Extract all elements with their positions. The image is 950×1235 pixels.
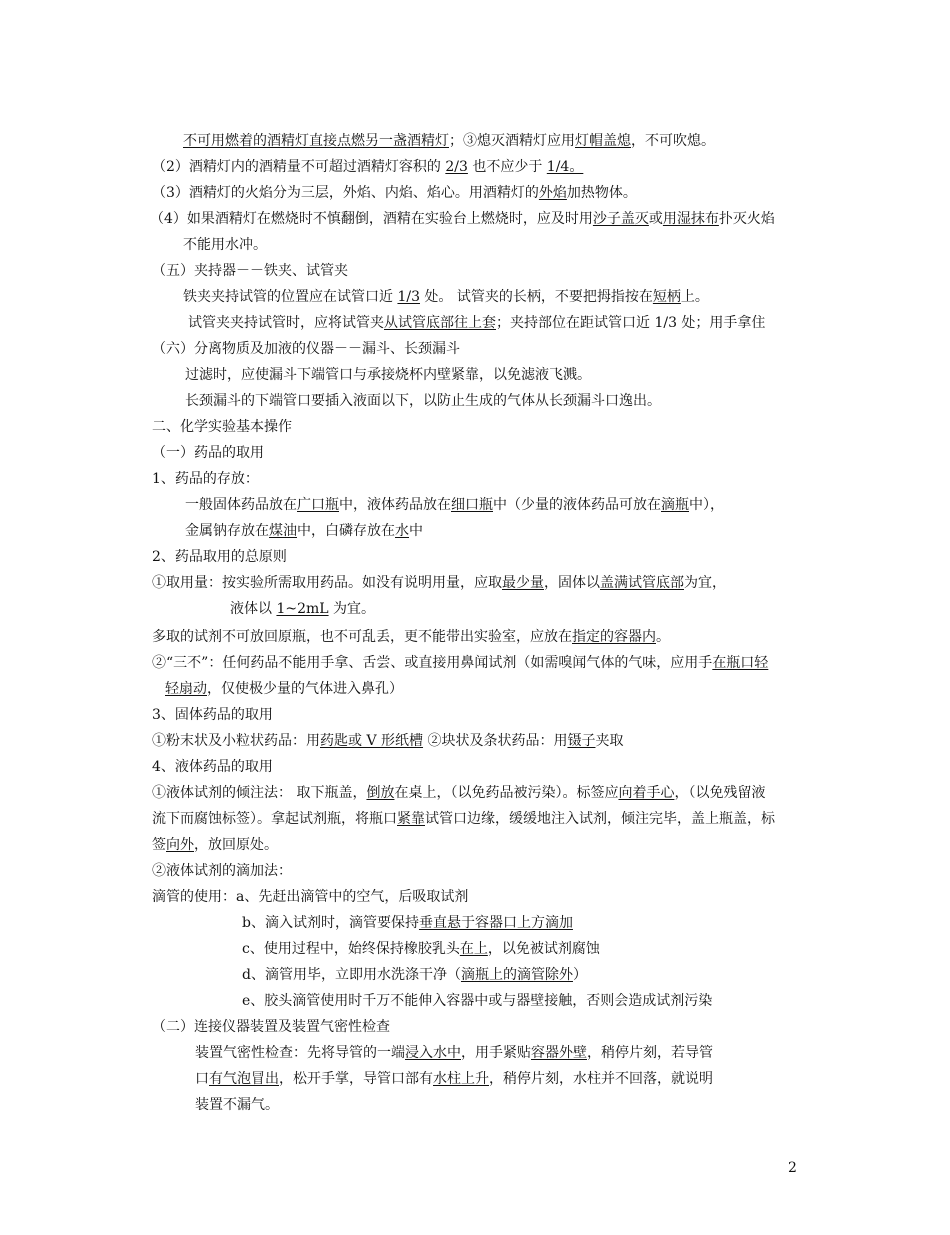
underlined-term: 倒放 bbox=[366, 785, 395, 801]
underlined-term: 灯帽盖熄 bbox=[575, 133, 631, 149]
text-line bbox=[152, 861, 292, 881]
text-segment: 在桌上，（以免药品被污染）。标签应 bbox=[394, 785, 619, 801]
underlined-term: 轻扇动 bbox=[165, 681, 207, 697]
text-segment: ，仅使极少量的气体进入鼻孔） bbox=[207, 681, 403, 697]
text-segment: ） bbox=[572, 967, 587, 983]
underlined-term: 镊子 bbox=[567, 733, 596, 749]
text-segment: 一般固体药品放在 bbox=[185, 497, 297, 513]
text-line bbox=[188, 313, 765, 333]
underlined-term: 滴瓶上的滴管除外 bbox=[460, 967, 573, 983]
text-line bbox=[165, 679, 403, 699]
text-line bbox=[230, 599, 375, 619]
text-segment: c、使用过程中，始终保持橡胶乳头 bbox=[242, 941, 460, 957]
underlined-term: 紧靠 bbox=[397, 811, 425, 827]
underlined-term: 向外 bbox=[166, 837, 194, 853]
underlined-term: 1/4。 bbox=[546, 159, 584, 175]
text-line bbox=[152, 783, 765, 803]
text-segment: 。 bbox=[656, 629, 670, 645]
text-segment: （4）如果酒精灯在燃烧时不慎翻倒，酒精在实验台上燃烧时，应及时用 bbox=[150, 211, 593, 227]
text-line bbox=[185, 495, 724, 515]
text-line bbox=[183, 235, 267, 255]
text-segment: ；夹持部位在距试管口近 1/3 处；用手拿住 bbox=[496, 315, 766, 331]
text-segment: 2、药品取用的总原则 bbox=[152, 549, 287, 565]
underlined-term: 短柄 bbox=[652, 289, 681, 305]
text-segment: 1、药品的存放： bbox=[152, 471, 259, 487]
text-line bbox=[185, 365, 591, 385]
text-segment: ，固体以 bbox=[544, 575, 600, 591]
underlined-term: 1~2mL bbox=[276, 601, 329, 617]
text-line bbox=[152, 261, 348, 281]
text-line bbox=[242, 991, 712, 1011]
text-segment: 夹取 bbox=[595, 733, 624, 749]
text-line bbox=[185, 391, 661, 411]
text-segment: 多取的试剂不可放回原瓶，也不可乱丢，更不能带出实验室，应放在 bbox=[152, 629, 572, 645]
text-line bbox=[195, 1095, 279, 1115]
text-segment: 也不应少于 bbox=[467, 159, 547, 175]
text-segment: e、胶头滴管使用时千万不能伸入容器中或与器壁接触，否则会造成试剂污染 bbox=[242, 993, 713, 1009]
text-segment: b、滴入试剂时，滴管要保持 bbox=[242, 915, 419, 931]
text-segment: 中）， bbox=[689, 497, 724, 513]
underlined-term: 水 bbox=[395, 523, 409, 539]
underlined-term: 滴瓶 bbox=[661, 497, 689, 513]
text-segment: 试管夹夹持试管时，应将试管夹 bbox=[188, 315, 384, 331]
text-segment: 中，白磷存放在 bbox=[297, 523, 395, 539]
text-segment: ，（以免残留液 bbox=[674, 785, 766, 801]
text-segment: 上。 bbox=[680, 289, 709, 305]
text-line bbox=[242, 913, 573, 933]
text-segment: 3、固体药品的取用 bbox=[152, 707, 273, 723]
text-segment: ，稍停片刻，水柱并不回落，就说明 bbox=[489, 1071, 713, 1087]
text-line bbox=[195, 1069, 713, 1089]
text-segment: ①粉末状及小粒状药品：用 bbox=[152, 733, 320, 749]
text-line bbox=[152, 835, 278, 855]
text-segment: ，以免被试剂腐蚀 bbox=[487, 941, 600, 957]
text-segment: ①取用量：按实验所需取用药品。如没有说明用量，应取 bbox=[152, 575, 502, 591]
text-line bbox=[152, 627, 670, 647]
underlined-term: 最少量 bbox=[502, 575, 544, 591]
text-line bbox=[185, 521, 423, 541]
text-segment: ②块状及条状药品：用 bbox=[423, 733, 568, 749]
text-segment: 长颈漏斗的下端管口要插入液面以下，以防止生成的气体从长颈漏斗口逸出。 bbox=[185, 393, 661, 409]
underlined-term: 药匙或 V 形纸槽 bbox=[320, 733, 424, 749]
text-line bbox=[152, 705, 273, 725]
underlined-term: 从试管底部往上套 bbox=[384, 315, 496, 331]
text-line bbox=[195, 1043, 713, 1063]
underlined-term: 浸入水中 bbox=[405, 1045, 461, 1061]
text-segment: ，松开手掌，导管口部有 bbox=[279, 1071, 433, 1087]
text-segment: 铁夹夹持试管的位置应在试管口近 bbox=[183, 289, 398, 305]
text-segment: ；③熄灭酒精灯应用 bbox=[449, 133, 575, 149]
text-segment: 中 bbox=[409, 523, 423, 539]
text-line bbox=[152, 443, 264, 463]
text-line bbox=[152, 417, 292, 437]
underlined-term: 沙子盖灭 bbox=[592, 211, 649, 227]
text-segment: （五）夹持器－－铁夹、试管夹 bbox=[152, 263, 348, 279]
text-line bbox=[152, 757, 273, 777]
text-segment: ②液体试剂的滴加法： bbox=[152, 863, 292, 879]
text-line bbox=[150, 209, 775, 229]
underlined-term: 广口瓶 bbox=[297, 497, 339, 513]
text-line bbox=[242, 939, 600, 959]
text-segment: ，放回原处。 bbox=[194, 837, 278, 853]
text-segment: 滴管的使用：a、先赶出滴管中的空气，后吸取试剂 bbox=[152, 889, 469, 905]
underlined-term: 指定的容器内 bbox=[572, 629, 656, 645]
text-segment: d、滴管用毕，立即用水洗涤干净（ bbox=[242, 967, 461, 983]
text-line bbox=[152, 887, 468, 907]
text-segment: （六）分离物质及加液的仪器－－漏斗、长颈漏斗 bbox=[152, 341, 460, 357]
underlined-term: 1/3 bbox=[397, 289, 420, 305]
text-segment: 二、化学实验基本操作 bbox=[152, 419, 292, 435]
text-segment: 液体以 bbox=[230, 601, 277, 617]
text-segment: 口 bbox=[195, 1071, 209, 1087]
underlined-term: 盖满试管底部 bbox=[600, 575, 684, 591]
text-line bbox=[152, 183, 637, 203]
text-segment: ，不可吹熄。 bbox=[631, 133, 715, 149]
text-segment: 试管口边缘，缓缓地注入试剂，倾注完毕，盖上瓶盖，标 bbox=[425, 811, 775, 827]
text-segment: ，用手紧贴 bbox=[461, 1045, 531, 1061]
text-line bbox=[152, 573, 726, 593]
text-line bbox=[242, 965, 587, 985]
underlined-term: 不可用燃着的酒精灯直接点燃另一盏酒精灯 bbox=[183, 133, 449, 149]
text-line bbox=[152, 469, 259, 489]
underlined-term: 煤油 bbox=[269, 523, 297, 539]
text-segment: 扑灭火焰 bbox=[718, 211, 775, 227]
text-segment: 不能用水冲。 bbox=[183, 237, 267, 253]
text-segment: 为宜。 bbox=[328, 601, 376, 617]
underlined-term: 外焰 bbox=[538, 185, 567, 201]
underlined-term: 细口瓶 bbox=[451, 497, 493, 513]
text-segment: 为宜， bbox=[684, 575, 726, 591]
text-segment: 4、液体药品的取用 bbox=[152, 759, 273, 775]
text-segment: 加热物体。 bbox=[566, 185, 637, 201]
text-segment: ①液体试剂的倾注法： 取下瓶盖， bbox=[152, 785, 367, 801]
underlined-term: 在上 bbox=[459, 941, 488, 957]
text-line bbox=[183, 131, 715, 151]
underlined-term: 水柱上升 bbox=[433, 1071, 489, 1087]
text-line bbox=[152, 653, 768, 673]
text-line bbox=[152, 1017, 390, 1037]
underlined-term: 在瓶口轻 bbox=[712, 655, 769, 671]
underlined-term: 用湿抹布 bbox=[662, 211, 719, 227]
underlined-term: 向着手心 bbox=[618, 785, 675, 801]
underlined-term: 有气泡冒出 bbox=[209, 1071, 279, 1087]
text-segment: ②“三不”：任何药品不能用手拿、舌尝、或直接用鼻闻试剂（如需嗅闻气体的气味，应用手 bbox=[152, 655, 713, 671]
text-segment: 处。 试管夹的长柄，不要把拇指按在 bbox=[419, 289, 653, 305]
text-segment: （3）酒精灯的火焰分为三层，外焰、内焰、焰心。用酒精灯的 bbox=[152, 185, 539, 201]
text-line bbox=[152, 731, 623, 751]
text-segment: （一）药品的取用 bbox=[152, 445, 264, 461]
text-segment: （二）连接仪器装置及装置气密性检查 bbox=[152, 1019, 390, 1035]
underlined-term: 垂直悬于容器口上方滴加 bbox=[418, 915, 573, 931]
text-segment: 中，液体药品放在 bbox=[339, 497, 451, 513]
text-segment: 或 bbox=[648, 211, 663, 227]
text-segment: ，稍停片刻，若导管 bbox=[587, 1045, 713, 1061]
text-line bbox=[152, 809, 775, 829]
text-segment: 装置气密性检查：先将导管的一端 bbox=[195, 1045, 405, 1061]
page-number: 2 bbox=[788, 1160, 797, 1176]
text-segment: 流下而腐蚀标签）。拿起试剂瓶，将瓶口 bbox=[152, 811, 397, 827]
text-line bbox=[183, 287, 709, 307]
text-segment: 签 bbox=[152, 837, 166, 853]
underlined-term: 2/3 bbox=[445, 159, 468, 175]
text-segment: 过滤时，应使漏斗下端管口与承接烧杯内壁紧靠，以免滤液飞溅。 bbox=[185, 367, 591, 383]
text-segment: 中（少量的液体药品可放在 bbox=[493, 497, 661, 513]
underlined-term: 容器外壁 bbox=[531, 1045, 587, 1061]
text-segment: （2）酒精灯内的酒精量不可超过酒精灯容积的 bbox=[152, 159, 446, 175]
text-line bbox=[152, 547, 287, 567]
text-line bbox=[152, 339, 460, 359]
text-line bbox=[152, 157, 583, 177]
text-segment: 装置不漏气。 bbox=[195, 1097, 279, 1113]
text-segment: 金属钠存放在 bbox=[185, 523, 269, 539]
